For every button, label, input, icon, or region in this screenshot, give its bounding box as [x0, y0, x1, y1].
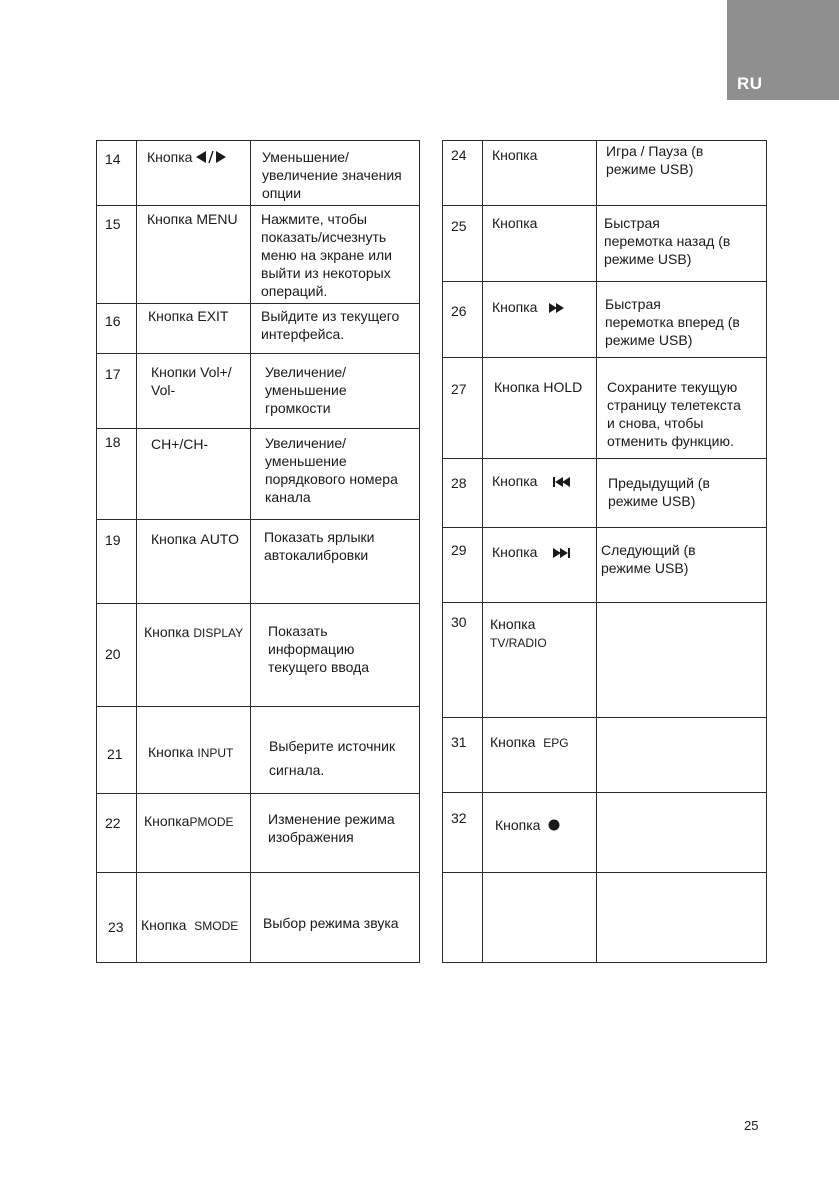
row-divider: [443, 717, 766, 718]
row-divider: [443, 527, 766, 528]
record-dot-icon: [548, 817, 560, 835]
row-number: 21: [107, 746, 123, 762]
button-name: Кнопка EXIT: [148, 308, 229, 324]
row-number: 22: [105, 815, 121, 831]
row-divider: [97, 706, 419, 707]
button-name: Кнопка EPG: [490, 734, 569, 750]
row-description: Следующий (в режиме USB): [601, 542, 696, 576]
row-number: 29: [451, 542, 467, 558]
row-number: 23: [108, 919, 124, 935]
button-name: КнопкаPMODE: [144, 813, 234, 829]
row-description: Предыдущий (в режиме USB): [608, 475, 710, 509]
button-name: Кнопка: [492, 215, 538, 231]
row-number: 30: [451, 614, 467, 630]
skip-next-icon: [553, 544, 571, 562]
row-description: Игра / Пауза (в режиме USB): [606, 143, 704, 177]
button-name: Кнопка DISPLAY: [144, 624, 244, 640]
row-description: Сохраните текущую страницу телетекста и снова, чтобы отменить функцию.: [607, 379, 741, 449]
row-divider: [97, 603, 419, 604]
row-divider: [97, 793, 419, 794]
skip-previous-icon: [553, 473, 571, 491]
right-button-table: [442, 140, 767, 963]
button-name: Кнопка SMODE: [141, 917, 239, 933]
row-description: Выберите источник сигнала.: [269, 738, 396, 778]
button-name: Кнопка INPUT: [148, 744, 234, 760]
row-number: 32: [451, 810, 467, 826]
button-name: Кнопка: [492, 472, 571, 491]
button-name: Кнопка: [492, 298, 565, 317]
button-name: Кнопка: [495, 816, 560, 835]
button-name: Кнопка: [147, 148, 226, 167]
row-number: 27: [451, 381, 467, 397]
row-number: 25: [451, 218, 467, 234]
row-divider: [97, 205, 419, 206]
row-number: 17: [105, 366, 121, 382]
row-description: Увеличение/ уменьшение громкости: [265, 364, 347, 416]
row-number: 20: [105, 646, 121, 662]
row-number: 16: [105, 313, 121, 329]
row-divider: [443, 205, 766, 206]
button-name: Кнопка TV/RADIO: [490, 616, 547, 650]
column-divider: [482, 141, 483, 962]
row-divider: [97, 303, 419, 304]
row-description: Быстрая перемотка вперед (в режиме USB): [605, 296, 740, 348]
row-description: Уменьшение/ увеличение значения опции: [262, 149, 402, 201]
row-number: 14: [105, 151, 121, 167]
column-divider: [136, 141, 137, 962]
button-name: CH+/CH-: [151, 436, 209, 452]
row-description: Изменение режима изображения: [268, 811, 395, 845]
column-divider: [596, 141, 597, 962]
button-name: Кнопка HOLD: [494, 379, 583, 395]
row-description: Выйдите из текущего интерфейса.: [261, 308, 400, 342]
language-tab: [727, 0, 839, 100]
button-name: Кнопка: [492, 543, 571, 562]
row-divider: [97, 428, 419, 429]
row-number: 15: [105, 216, 121, 232]
row-divider: [443, 458, 766, 459]
row-divider: [443, 792, 766, 793]
page-number: 25: [744, 1118, 759, 1133]
row-number: 26: [451, 303, 467, 319]
fast-forward-icon: [549, 299, 565, 317]
row-divider: [443, 872, 766, 873]
row-description: Быстрая перемотка назад (в режиме USB): [604, 215, 731, 267]
row-number: 19: [105, 532, 121, 548]
left-right-arrows-icon: [196, 149, 226, 167]
row-number: 18: [105, 434, 121, 450]
row-description: Выбор режима звука: [263, 915, 399, 931]
row-divider: [443, 357, 766, 358]
column-divider: [250, 141, 251, 962]
left-button-table: [96, 140, 420, 963]
row-divider: [443, 281, 766, 282]
row-number: 28: [451, 475, 467, 491]
row-divider: [97, 872, 419, 873]
button-name: Кнопки Vol+/ Vol-: [151, 364, 232, 398]
button-name: Кнопка: [492, 147, 538, 163]
button-name: Кнопка AUTO: [151, 531, 239, 547]
row-divider: [443, 602, 766, 603]
row-description: Показать ярлыки автокалибровки: [264, 529, 375, 563]
row-description: Увеличение/ уменьшение порядкового номера канала: [265, 435, 398, 505]
button-name: Кнопка MENU: [147, 211, 238, 227]
row-description: Нажмите, чтобы показать/исчезнуть меню на экране или выйти из некоторых операций.: [261, 211, 392, 299]
row-number: 24: [451, 147, 467, 163]
row-divider: [97, 519, 419, 520]
row-divider: [97, 353, 419, 354]
row-description: Показать информацию текущего ввода: [268, 623, 370, 675]
row-number: 31: [451, 734, 467, 750]
language-label: RU: [737, 74, 763, 93]
